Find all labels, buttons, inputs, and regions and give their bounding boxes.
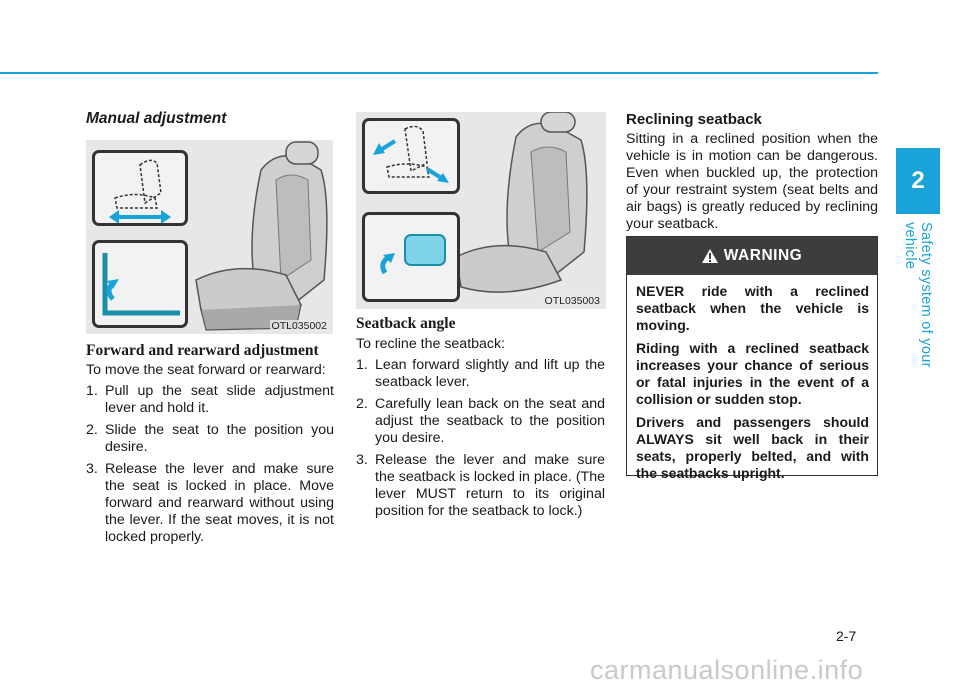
lever-inset	[92, 240, 188, 328]
forward-rearward-intro: To move the seat forward or rearward:	[86, 362, 326, 378]
warning-header	[627, 237, 877, 275]
list-item: 1. Lean forward slightly and lift up the seatback lever.	[356, 357, 605, 390]
seat-slide-figure	[86, 140, 333, 334]
list-item: 1. Pull up the seat slide adjustment lever and hold it.	[86, 383, 334, 416]
reclining-heading: Reclining seatback	[626, 111, 762, 128]
list-item: 3. Release the lever and make sure the seatback is locked in place. (The lever MUST return to its original position for the seatback to lock.)	[356, 452, 605, 519]
list-item: 2. Carefully lean back on the seat and adjust the seatback to the position you desire.	[356, 396, 605, 446]
page-number: 2-7	[836, 628, 857, 644]
seatback-figure	[356, 112, 606, 309]
warning-box	[626, 236, 878, 481]
seatback-intro: To recline the seatback:	[356, 336, 506, 352]
figure-code: OTL035002	[271, 320, 327, 332]
figure-code: OTL035003	[544, 295, 600, 307]
seatback-steps	[356, 357, 605, 525]
header-rule	[0, 72, 878, 74]
chapter-tab	[896, 148, 940, 418]
recline-lever-inset	[362, 212, 460, 302]
list-item: 3. Release the lever and make sure the seat is locked in place. Move forward and rearward without using the lever. If the seat moves, it is not locked properly.	[86, 461, 334, 545]
warning-paragraph: Riding with a reclined seatback increases your chance of serious or fatal injuries in the event of a collision or sudden stop.	[636, 340, 869, 407]
chapter-title: Safety system of your vehicle	[902, 222, 934, 368]
watermark: carmanualsonline.info	[590, 655, 864, 685]
forward-rearward-heading: Forward and rearward adjustment	[86, 342, 319, 359]
list-item: 2. Slide the seat to the position you desire.	[86, 422, 334, 455]
warning-paragraph: Drivers and passengers should ALWAYS sit well back in their seats, properly belted, and with the seatbacks upright.	[636, 414, 869, 481]
warning-label: WARNING	[723, 247, 803, 264]
chapter-number: 2	[896, 148, 940, 214]
slide-direction-inset	[92, 150, 188, 226]
warning-paragraph: NEVER ride with a reclined seatback when the vehicle is moving.	[636, 283, 869, 333]
warning-body	[636, 283, 869, 488]
section-title: Manual adjustment	[86, 110, 227, 127]
recline-direction-inset	[362, 118, 460, 194]
seatback-angle-heading: Seatback angle	[356, 315, 456, 332]
forward-rearward-steps	[86, 383, 334, 551]
warning-icon	[702, 249, 718, 263]
reclining-paragraph: Sitting in a reclined position when the vehicle is in motion can be dangerous. Even when buckled up, the protection of your restraint system (seat belts and air bags) is greatly reduced by reclining your seatback.	[626, 131, 878, 232]
